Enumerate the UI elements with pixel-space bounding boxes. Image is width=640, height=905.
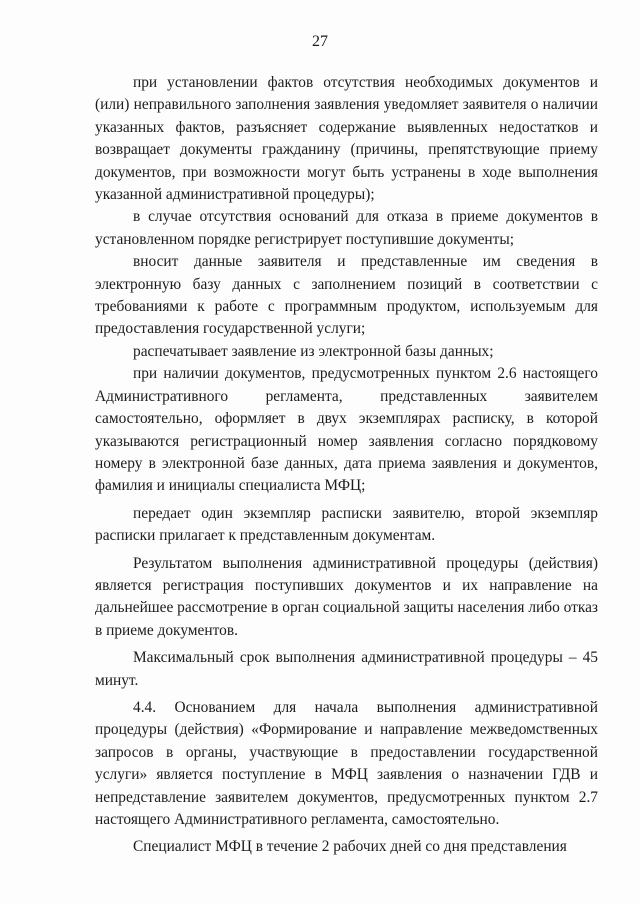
paragraph-3: вносит данные заявителя и представленные им сведения в электронную базу данных с заполнением позиций в соответствии с требованиями к работе с программным продуктом, используемым для предоставления государственной услуги;: [95, 253, 598, 338]
paragraph-6: передает один экземпляр расписки заявителю, второй экземпляр расписки прилагает к представленным документам.: [95, 504, 598, 545]
paragraph-9: 4.4. Основанием для начала выполнения административной процедуры (действия) «Формирование и направление межведомственных запросов в органы, участвующие в предоставлении государственной услуги» является поступление в МФЦ заявления о назначении ГДВ и непредставление заявителем документов, предусмотренных пунктом 2.7 настоящего Административного регламента, самостоятельно.: [95, 698, 598, 828]
document-body: [95, 72, 598, 859]
paragraph-1: при установлении фактов отсутствия необходимых документов и (или) неправильного заполнения заявления уведомляет заявителя о наличии указанных фактов, разъясняет содержание выявленных недостатков и возвращает документы гражданину (причины, препятствующие приему документов, при возможности могут быть устранены в ходе выполнения указанной административной процедуры);: [95, 74, 598, 204]
paragraph-4: распечатывает заявление из электронной базы данных;: [133, 342, 494, 360]
paragraph-7: Результатом выполнения административной процедуры (действия) является регистрация поступивших документов и их направление на дальнейшее рассмотрение в орган социальной защиты населения либо отказ в приеме документов.: [95, 554, 598, 639]
paragraph-2: в случае отсутствия оснований для отказа в приеме документов в установленном порядке регистрирует поступившие документы;: [95, 208, 598, 248]
page-number: 27: [312, 33, 328, 50]
paragraph-10: Специалист МФЦ в течение 2 рабочих дней со дня представления: [133, 838, 567, 856]
paragraph-8: Максимальный срок выполнения административной процедуры – 45 минут.: [95, 649, 598, 689]
paragraph-5: при наличии документов, предусмотренных пунктом 2.6 настоящего Административного регламента, представленных заявителем самостоятельно, оформляет в двух экземплярах расписку, в которой указываются регистрационный номер заявления согласно порядковому номеру в электронной базе данных, дата приема заявления и документов, фамилия и инициалы специалиста МФЦ;: [95, 365, 598, 495]
